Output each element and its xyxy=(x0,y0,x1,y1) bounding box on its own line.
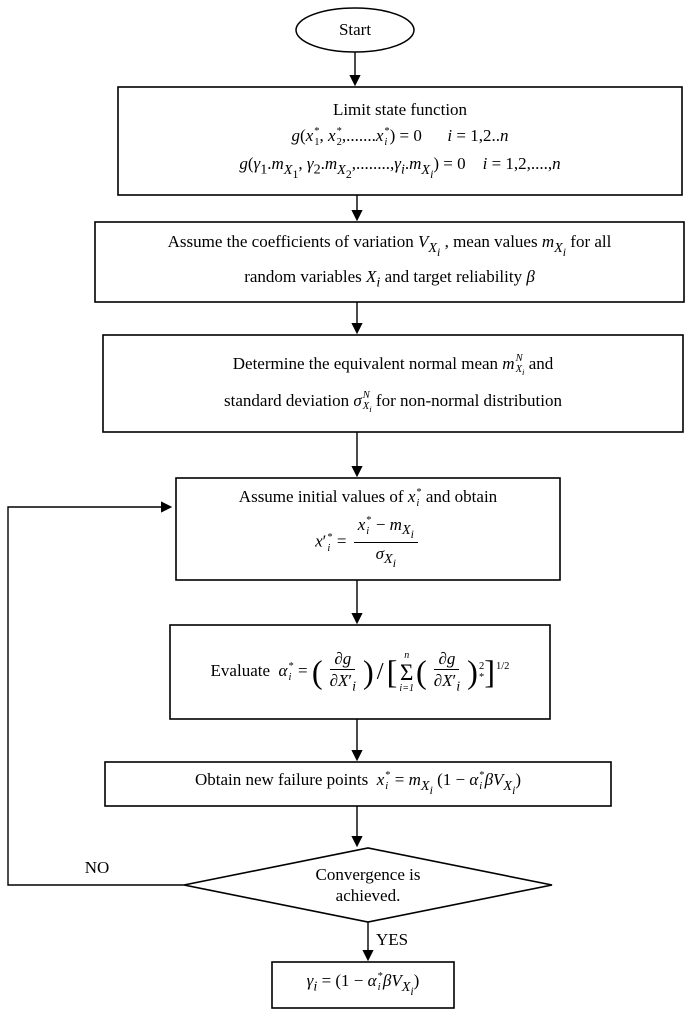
limit-state-eq1: g(x * 1 , x * 2 ,.......x * i ) = 0 i = 1,2..n xyxy=(291,126,509,149)
new-failure-points-text xyxy=(109,763,607,805)
limit-state-title: Limit state function xyxy=(332,100,468,120)
start-label xyxy=(296,8,414,52)
yes-label-text: YES xyxy=(376,930,409,949)
assume-cov-line2: random variables $X_i$ and target reliability β xyxy=(244,267,535,291)
result-eq: $\gamma_i = (1 - \alpha$ * i $\beta V_{X_i}$) xyxy=(306,971,420,998)
new-failure-points-eq: Obtain new failure points x * i = $m_{X_i}$ (1 − α * i $\beta V_{X_i}$) xyxy=(194,770,522,797)
no-label-text: NO xyxy=(84,858,110,877)
loop-no-feedback-line xyxy=(8,507,184,885)
limit-state-text xyxy=(122,88,678,194)
decision-text xyxy=(268,862,468,908)
decision-line1: Convergence is xyxy=(315,865,421,884)
yes-label xyxy=(376,928,436,952)
assume-cov-text xyxy=(99,223,680,301)
initial-values-eq: x′ * i = x * i − $m_{X_i}$ $\sigma_{X_i}$ xyxy=(180,514,556,571)
equivalent-normal-line2: standard deviation σ N $X_i$ for non-normal distribution xyxy=(224,389,562,414)
equivalent-normal-text xyxy=(107,336,679,431)
result-text xyxy=(274,963,452,1007)
assume-cov-line1: Assume the coefficients of variation $V_{X_i}$ , mean values $m_{X_i}$ for all xyxy=(167,232,612,259)
evaluate-alpha-eq: Evaluate α * i = ( $\frac{\partial g}{\partial X'_i}$ ) /[ n Σ i=1 ( $\frac{\partial g}{\partial X'_i}$ ) 2 * ]$^{1/2}$ xyxy=(210,648,510,695)
limit-state-eq2: $g(\gamma_1.m_{X_1}$, $\gamma_2.m_{X_2},........,\gamma_i.m_{X_i}) = 0$ i = 1,2,....,n xyxy=(239,154,561,181)
initial-values-text xyxy=(180,480,556,578)
evaluate-alpha-text xyxy=(174,626,546,718)
decision-line2: achieved. xyxy=(335,886,401,905)
no-label xyxy=(62,856,132,880)
start-label-text: Start xyxy=(338,20,372,39)
equivalent-normal-line1: Determine the equivalent normal mean m N $X_i$ and xyxy=(232,353,554,378)
initial-values-line1: Assume initial values of x * i and obtain xyxy=(238,486,498,510)
